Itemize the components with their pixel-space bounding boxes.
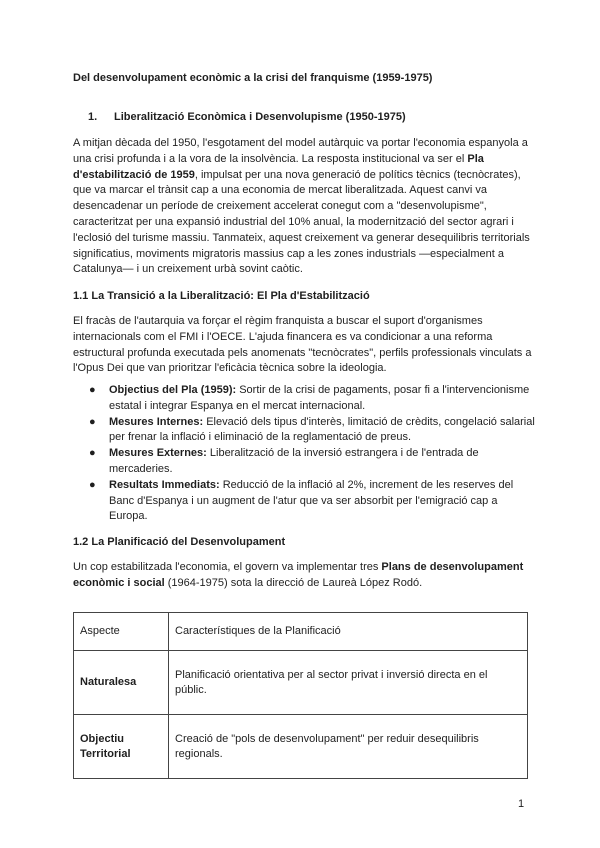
bullet-icon: ● [89, 478, 96, 491]
section-1-2-paragraph [73, 560, 535, 592]
table-cell: Naturalesa [74, 651, 169, 715]
plans-text-part2: (1964-1975) sota la direcció de Laureà López Rodó. [164, 576, 423, 589]
bullet-text: Elevació dels tipus d'interès, limitació de crèdits, congelació salarial per frenar la inflació i eliminació de la reglamentació de preus. [109, 415, 535, 444]
section-1-1-bullet-list [73, 383, 535, 525]
list-item [73, 478, 535, 525]
section-1-heading [88, 111, 406, 123]
table-header-cell: Característiques de la Planificació [169, 613, 528, 651]
intro-text-part2: , impulsat per una nova generació de polítics tècnics (tecnòcrates), que va marcar el trànsit cap a una economia de mercat liberalitzada. Aquest canvi va desencadenar un període de creixement accelerat conegut com a "desenvolupisme", caracteritzat per una expansió industrial del 10% anual, la modernització del sector agrari i l'eclosió del turisme massiu. Tanmateix, aquest creixement va generar desequilibris territorials significatius, moviments migratoris massius cap a les zones industrials —especialment a Catalunya— i un creixement urbà sovint caòtic. [73, 168, 530, 276]
bullet-icon: ● [89, 415, 96, 428]
list-item [73, 446, 535, 478]
table-row [74, 715, 528, 779]
list-item [73, 415, 535, 447]
intro-bold-pla: Pla d'estabilització de 1959 [73, 152, 484, 181]
table-row [74, 651, 528, 715]
table-header-row [74, 613, 528, 651]
section-1-1-heading: 1.1 La Transició a la Liberalització: El Pla d'Estabilització [73, 290, 370, 302]
plans-bold: Plans de desenvolupament econòmic i social [73, 561, 524, 589]
bullet-label: Resultats Immediats: [109, 478, 220, 491]
section-1-intro-paragraph [73, 136, 535, 278]
bullet-label: Objectius del Pla (1959): [109, 384, 237, 396]
section-1-number: 1. [88, 111, 98, 123]
intro-text-part1: A mitjan dècada del 1950, l'esgotament del model autàrquic va portar l'economia espanyola a una crisi profunda i a la vora de la insolvència. La resposta institucional va ser el [73, 137, 528, 165]
bullet-text: Liberalització de la inversió estrangera i de l'entrada de mercaderies. [109, 447, 479, 475]
section-1-title: Liberalització Econòmica i Desenvolupisme (1950-1975) [114, 111, 406, 123]
table-header-cell: Aspecte [74, 613, 169, 651]
plans-text-part1: Un cop estabilitzada l'economia, el govern va implementar tres [73, 561, 382, 573]
table-cell: Creació de "pols de desenvolupament" per reduir desequilibris regionals. [169, 715, 528, 779]
bullet-icon: ● [89, 384, 96, 396]
bullet-text: Reducció de la inflació al 2%, increment de les reserves del Banc d'Espanya i un augment de l'atur que va ser absorbit per l'emigració cap a Europa. [109, 478, 514, 523]
page-number: 1 [518, 798, 525, 810]
bullet-label: Mesures Externes: [109, 447, 207, 460]
bullet-text: Sortir de la crisi de pagaments, posar fi a l'intervencionisme estatal i integrar Espanya en el mercat internacional. [109, 384, 530, 412]
planning-table [73, 612, 528, 779]
section-1-1-paragraph: El fracàs de l'autarquia va forçar el règim franquista a buscar el suport d'organismes internacionals com el FMI i l'OECE. L'ajuda financera es va condicionar a una reforma estructural profunda executada pels anomenats "tecnòcrates", perfils professionals vinculats a l'Opus Dei que van prioritzar l'eficàcia tècnica sobre la ideologia. [73, 315, 532, 375]
bullet-icon: ● [89, 447, 96, 460]
bullet-label: Mesures Internes: [109, 415, 204, 428]
list-item [73, 383, 535, 415]
section-1-2-heading: 1.2 La Planificació del Desenvolupament [73, 536, 286, 548]
document-title: Del desenvolupament econòmic a la crisi del franquisme (1959-1975) [73, 72, 433, 84]
table-cell: Planificació orientativa per al sector privat i inversió directa en el públic. [169, 651, 528, 715]
table-cell: Objectiu Territorial [74, 715, 169, 779]
